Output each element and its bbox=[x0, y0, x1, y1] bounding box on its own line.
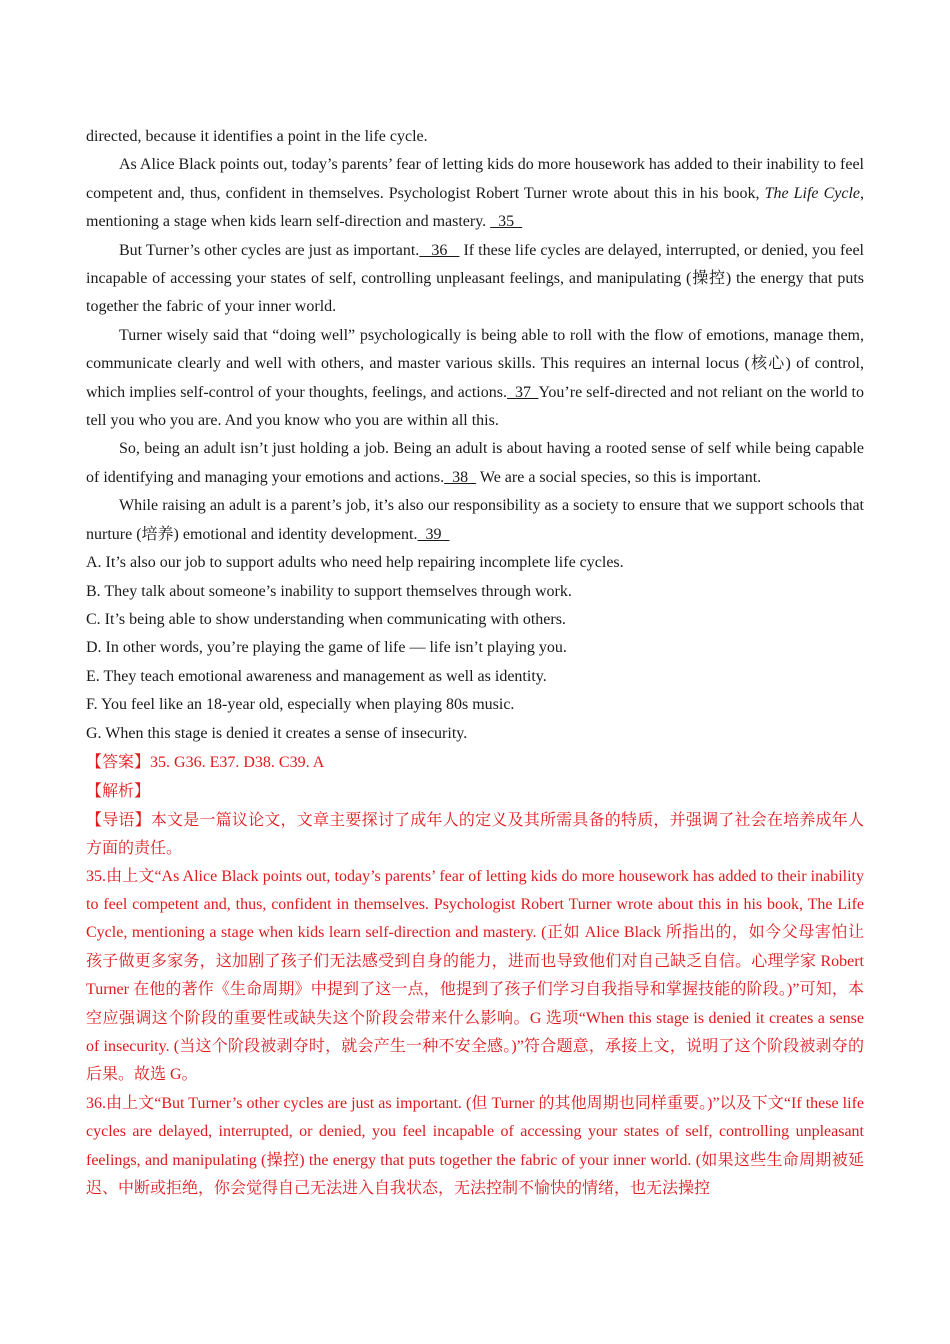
blank-39: 39 bbox=[417, 525, 450, 543]
option-g: G. When this stage is denied it creates a sense of insecurity. bbox=[86, 724, 468, 742]
passage-paragraph-0: directed, because it identifies a point in the life cycle. bbox=[86, 128, 428, 145]
analysis-q35: 35.由上文“As Alice Black points out, today’s parents’ fear of letting kids do more housework has added to their inability to feel competent and, thus, confident in themselves. Psychologist Robert Turner wrote about this in his book, The Life Cycle, mentioning a stage when kids learn self-direction and mastery. (正如 Alice Black 所指出的，如今父母害怕让孩子做更多家务，这加剧了孩子们无法感受到自身的能力，进而也导致他们对自己缺乏自信。心理学家 Robert Turner 在他的著作《生命周期》中提到了这一点，他提到了孩子们学习自我指导和掌握技能的阶段。)”可知，本空应强调这个阶段的重要性或缺失这个阶段会带来什么影响。G 选项“When this stage is denied it creates a sense of insecurity. (当这个阶段被剥夺时，就会产生一种不安全感。)”符合题意，承接上文，说明了这个阶段被剥夺的后果。故选 G。 bbox=[86, 867, 864, 1084]
document-page bbox=[86, 123, 864, 1203]
option-f: F. You feel like an 18-year old, especially when playing 80s music. bbox=[86, 696, 515, 714]
passage-paragraph-1: As Alice Black points out, today’s parents’ fear of letting kids do more housework has added to their inability to feel competent and, thus, confident in themselves. Psychologist Robert Turner wrote about this in his book, The Life Cycle, mentioning a stage when kids learn self-direction and mastery. 35 bbox=[86, 156, 865, 231]
passage-paragraph-5: While raising an adult is a parent’s job, it’s also our responsibility as a society to ensure that we support schools that nurture (培养) emotional and identity development. 39 bbox=[86, 497, 864, 543]
passage-paragraph-2: But Turner’s other cycles are just as important. 36 If these life cycles are delayed, interrupted, or denied, you feel incapable of accessing your states of self, controlling unpleasant feelings, and manipulating (操控) the energy that puts together the fabric of your inner world. bbox=[86, 241, 864, 316]
passage-paragraph-3: Turner wisely said that “doing well” psychologically is being able to roll with the flow of emotions, manage them, communicate clearly and well with others, and master various skills. This requires an internal locus (核心) of control, which implies self-control of your thoughts, feelings, and actions. 37 You’re self-directed and not reliant on the world to tell you who you are. And you know who you are within all this. bbox=[86, 326, 865, 430]
answer-label: 【答案】 bbox=[86, 751, 151, 771]
option-a: A. It’s also our job to support adults who need help repairing incomplete life cycles. bbox=[86, 554, 624, 572]
blank-36: 36 bbox=[419, 241, 460, 259]
option-d: D. In other words, you’re playing the game of life — life isn’t playing you. bbox=[86, 639, 567, 657]
analysis-intro: 【导语】本文是一篇议论文，文章主要探讨了成年人的定义及其所需具备的特质，并强调了社会在培养成年人方面的责任。 bbox=[86, 809, 864, 858]
option-e: E. They teach emotional awareness and management as well as identity. bbox=[86, 667, 547, 685]
answer-line bbox=[86, 748, 864, 777]
answer-text: 35. G36. E37. D38. C39. A bbox=[150, 753, 325, 771]
passage-paragraph-4: So, being an adult isn’t just holding a job. Being an adult is about having a rooted sense of self while being capable of identifying and managing your emotions and actions. 38 We are a social species, so this is important. bbox=[86, 440, 864, 486]
blank-37: 37 bbox=[506, 383, 539, 401]
blank-38: 38 bbox=[444, 468, 477, 486]
analysis-label: 【解析】 bbox=[86, 781, 151, 801]
blank-35: 35 bbox=[490, 213, 523, 231]
analysis-q36: 36.由上文“But Turner’s other cycles are just as important. (但 Turner 的其他周期也同样重要。)”以及下文“If these life cycles are delayed, interrupted, or denied, you feel incapable of accessing your states of self, controlling unpleasant feelings, and manipulating (操控) the energy that puts together the fabric of your inner world. (如果这些生命周期被延迟、中断或拒绝，你会觉得自己无法进入自我状态，无法控制不愉快的情绪，也无法操控 bbox=[86, 1094, 864, 1198]
book-title: The Life Cycle bbox=[764, 184, 861, 202]
option-c: C. It’s being able to show understanding when communicating with others. bbox=[86, 610, 566, 628]
option-b: B. They talk about someone’s inability to support themselves through work. bbox=[86, 582, 572, 600]
